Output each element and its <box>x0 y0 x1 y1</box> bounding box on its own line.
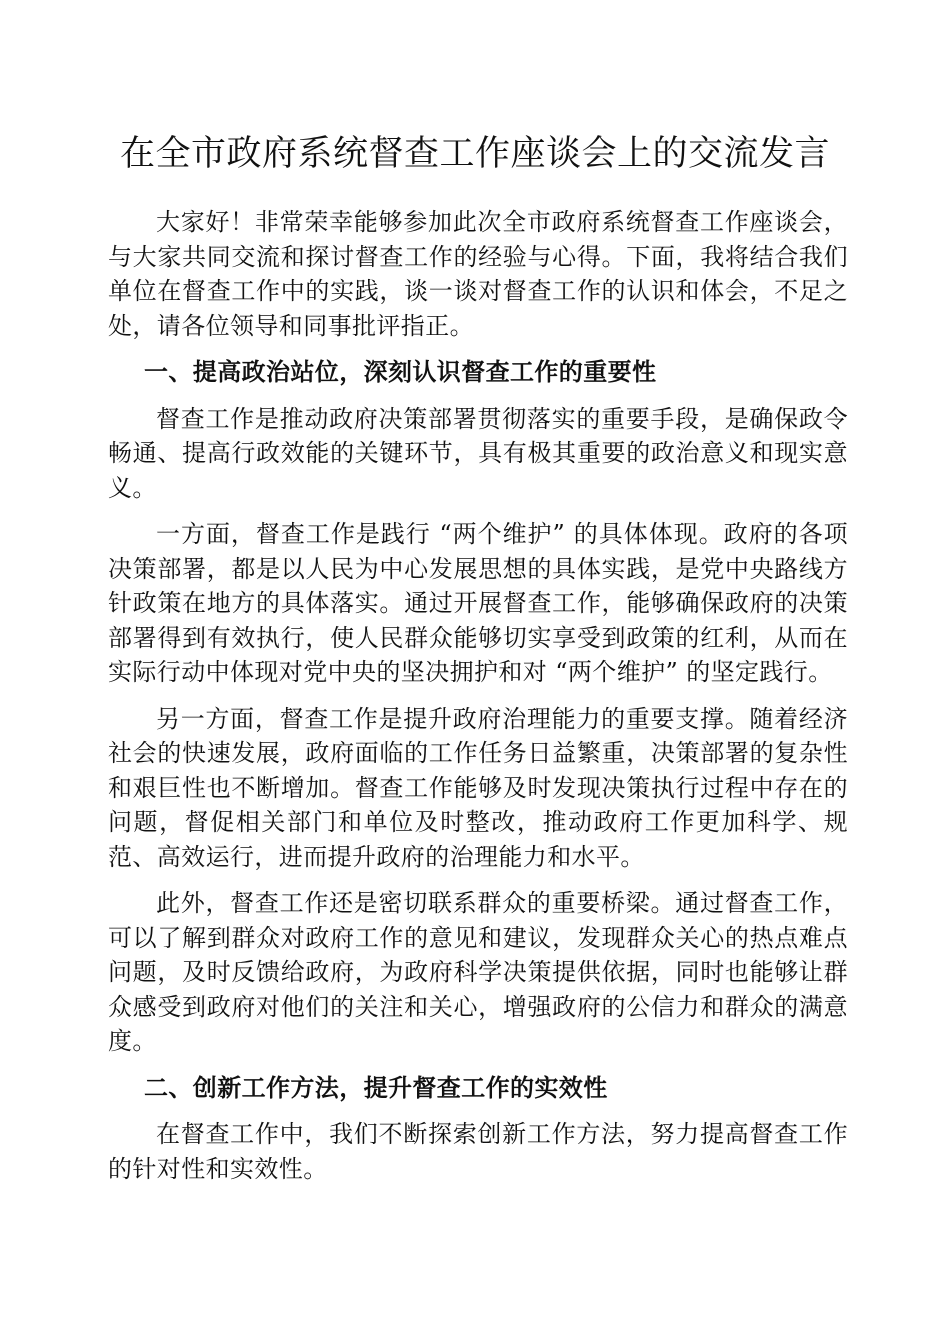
section-1-paragraph-1: 督查工作是推动政府决策部署贯彻落实的重要手段，是确保政令畅通、提高行政效能的关键环节，具有极其重要的政治意义和现实意义。 <box>108 404 848 502</box>
section-1-heading: 一、提高政治站位，深刻认识督查工作的重要性 <box>144 358 657 386</box>
section-2-heading: 二、创新工作方法，提升督查工作的实效性 <box>144 1073 608 1102</box>
section-1-paragraph-2: 一方面，督查工作是践行 “两个维护” 的具体体现。政府的各项决策部署，都是以人民为中心发展思想的具体实践，是党中央路线方针政策在地方的具体落实。通过开展督查工作，能够确保政府的决策部署得到有效执行，使人民群众能够切实享受到政策的红利，从而在实际行动中体现对党中央的坚决拥护和对 “两个维护” 的坚定践行。 <box>108 520 848 686</box>
document-body <box>108 205 848 1198</box>
document-title: 在全市政府系统督查工作座谈会上的交流发言 <box>119 134 830 174</box>
section-1-paragraph-3: 另一方面，督查工作是提升政府治理能力的重要支撑。随着经济社会的快速发展，政府面临的工作任务日益繁重，决策部署的复杂性和艰巨性也不断增加。督查工作能够及时发现决策执行过程中存在的问题，督促相关部门和单位及时整改，推动政府工作更加科学、规范、高效运行，进而提升政府的治理能力和水平。 <box>108 704 848 871</box>
intro-paragraph: 大家好！非常荣幸能够参加此次全市政府系统督查工作座谈会，与大家共同交流和探讨督查工作的经验与心得。下面，我将结合我们单位在督查工作中的实践，谈一谈对督查工作的认识和体会，不足之处，请各位领导和同事批评指正。 <box>108 208 848 340</box>
section-1-paragraph-4: 此外，督查工作还是密切联系群众的重要桥梁。通过督查工作，可以了解到群众对政府工作的意见和建议，发现群众关心的热点难点问题，及时反馈给政府，为政府科学决策提供依据，同时也能够让群众感受到政府对他们的关注和关心，增强政府的公信力和群众的满意度。 <box>108 889 848 1055</box>
section-2-paragraph-1: 在督查工作中，我们不断探索创新工作方法，努力提高督查工作的针对性和实效性。 <box>108 1120 848 1183</box>
